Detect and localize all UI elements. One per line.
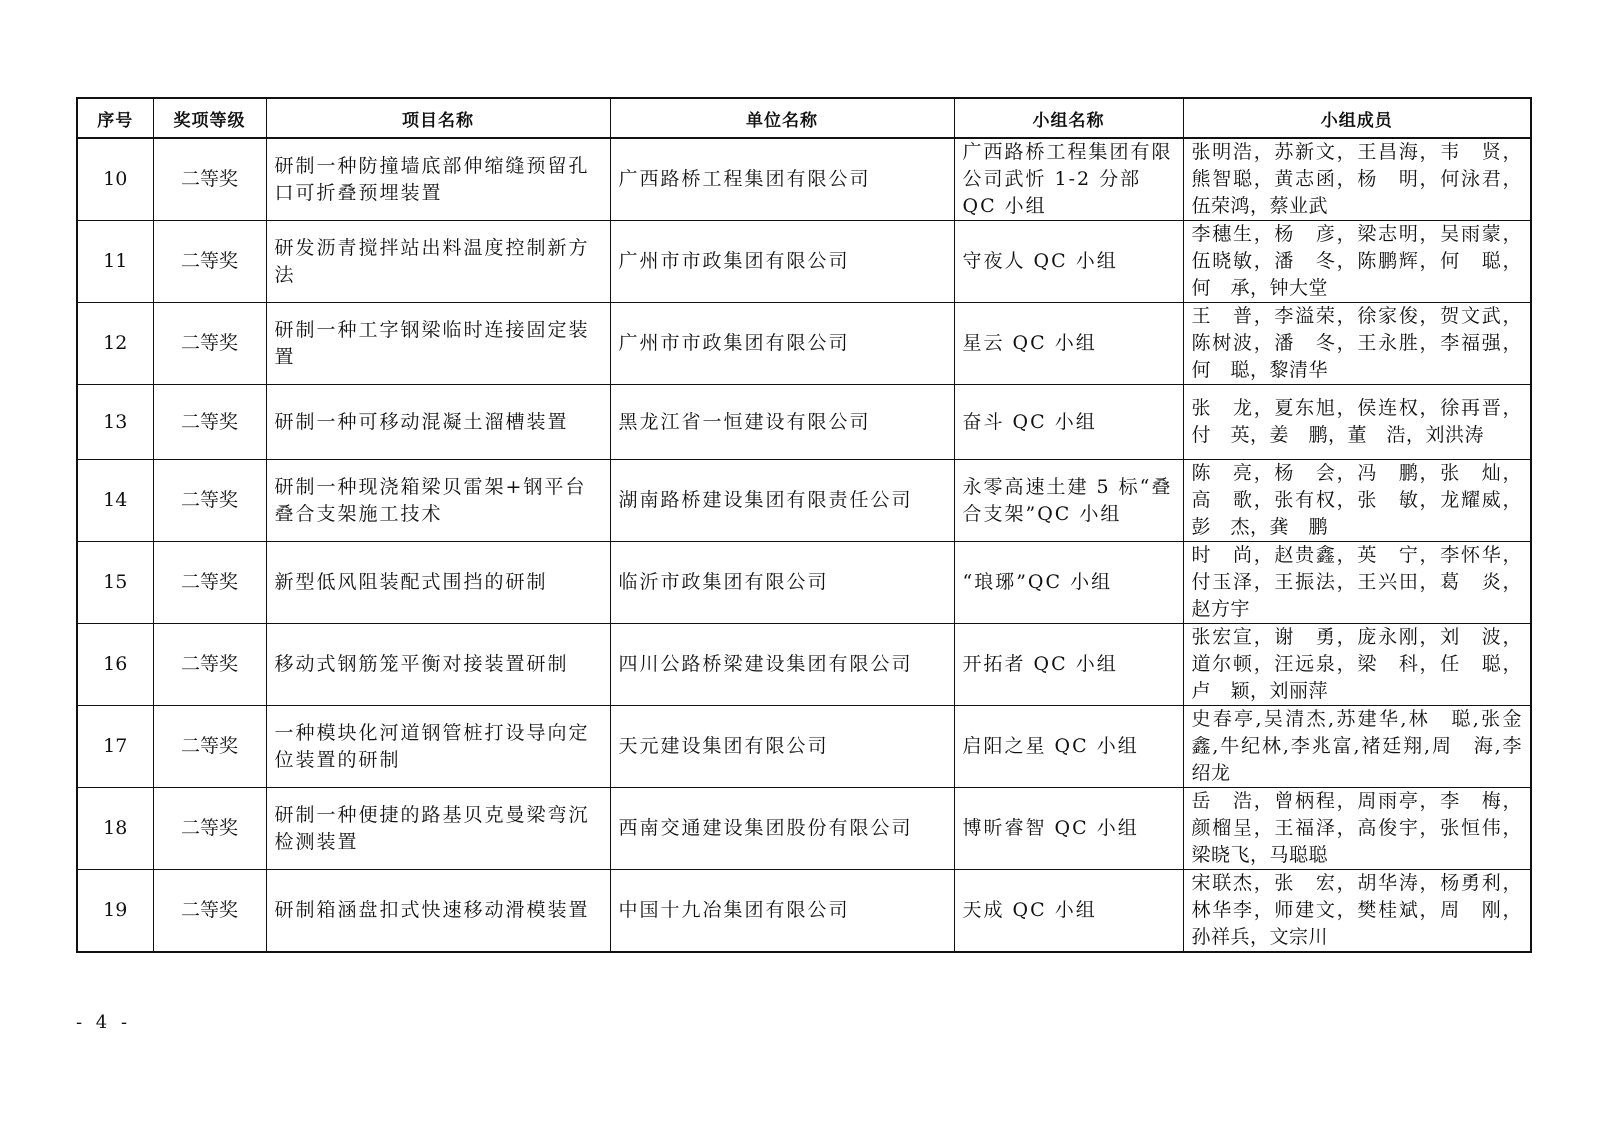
members-line: 陈 亮，杨 会，冯 鹏，张 灿，	[1191, 462, 1522, 484]
row-number: 11	[77, 221, 153, 303]
row-unit-name: 湖南路桥建设集团有限责任公司	[610, 460, 954, 542]
row-unit-name: 中国十九冶集团有限公司	[610, 870, 954, 953]
header-group: 小组名称	[954, 98, 1183, 138]
table-row	[77, 303, 1531, 385]
row-group-name: 开拓者 QC 小组	[954, 624, 1183, 706]
members-line: 林华李，师建文，樊桂斌，周 刚，	[1191, 899, 1522, 921]
table-row	[77, 870, 1531, 953]
row-members	[1183, 624, 1531, 706]
members-line: 绍龙	[1191, 762, 1231, 784]
members-line: 张宏宣，谢 勇，庞永刚，刘 波，	[1191, 626, 1522, 648]
members-line: 熊智聪，黄志函，杨 明，何泳君，	[1191, 168, 1522, 190]
row-award-level: 二等奖	[153, 303, 266, 385]
row-number: 15	[77, 542, 153, 624]
table-row	[77, 788, 1531, 870]
members-line: 颜榴呈，王福泽，高俊宇，张恒伟，	[1191, 817, 1522, 839]
members-line: 张明浩，苏新文，王昌海，韦 贤，	[1191, 141, 1522, 163]
members-line: 陈树波，潘 冬，王永胜，李福强，	[1191, 332, 1522, 354]
table-row	[77, 542, 1531, 624]
row-award-level: 二等奖	[153, 870, 266, 953]
table-row	[77, 385, 1531, 460]
row-unit-name: 四川公路桥梁建设集团有限公司	[610, 624, 954, 706]
table-row	[77, 460, 1531, 542]
table-row	[77, 221, 1531, 303]
header-num: 序号	[77, 98, 153, 138]
members-line: 何 聪，黎清华	[1191, 359, 1329, 381]
row-number: 10	[77, 138, 153, 221]
row-unit-name: 西南交通建设集团股份有限公司	[610, 788, 954, 870]
members-line: 高 歌，张有权，张 敏，龙耀威，	[1191, 489, 1522, 511]
members-line: 鑫,牛纪林,李兆富,褚廷翔,周 海,李	[1191, 735, 1522, 757]
table-row	[77, 138, 1531, 221]
members-line: 王 普，李溢荣，徐家俊，贺文武，	[1191, 305, 1522, 327]
row-unit-name: 黑龙江省一恒建设有限公司	[610, 385, 954, 460]
row-members	[1183, 460, 1531, 542]
members-line: 伍荣鸿，蔡业武	[1191, 195, 1329, 217]
row-project-name: 一种模块化河道钢管桩打设导向定位装置的研制	[266, 706, 610, 788]
row-group-name: 天成 QC 小组	[954, 870, 1183, 953]
row-project-name: 新型低风阻装配式围挡的研制	[266, 542, 610, 624]
row-award-level: 二等奖	[153, 706, 266, 788]
row-number: 16	[77, 624, 153, 706]
header-award: 奖项等级	[153, 98, 266, 138]
members-line: 时 尚，赵贵鑫，英 宁，李怀华，	[1191, 544, 1522, 566]
row-number: 19	[77, 870, 153, 953]
table-body	[77, 138, 1531, 952]
row-project-name: 移动式钢筋笼平衡对接装置研制	[266, 624, 610, 706]
row-members	[1183, 221, 1531, 303]
row-project-name: 研制箱涵盘扣式快速移动滑模装置	[266, 870, 610, 953]
members-line: 伍晓敏，潘 冬，陈鹏辉，何 聪，	[1191, 250, 1522, 272]
members-line: 何 承，钟大堂	[1191, 277, 1329, 299]
members-line: 岳 浩，曾柄程，周雨亭，李 梅，	[1191, 790, 1522, 812]
award-table	[76, 97, 1532, 953]
members-line: 史春亭,吴清杰,苏建华,林 聪,张金	[1191, 708, 1522, 730]
row-group-name: 永零高速土建 5 标“叠合支架”QC 小组	[954, 460, 1183, 542]
members-line: 付 英，姜 鹏，董 浩，刘洪涛	[1191, 424, 1485, 446]
row-number: 13	[77, 385, 153, 460]
row-unit-name: 广州市市政集团有限公司	[610, 221, 954, 303]
row-number: 17	[77, 706, 153, 788]
row-group-name: “琅琊”QC 小组	[954, 542, 1183, 624]
row-unit-name: 广西路桥工程集团有限公司	[610, 138, 954, 221]
row-award-level: 二等奖	[153, 788, 266, 870]
members-line: 彭 杰，龚 鹏	[1191, 516, 1329, 538]
row-project-name: 研制一种可移动混凝土溜槽装置	[266, 385, 610, 460]
members-line: 梁晓飞，马聪聪	[1191, 844, 1329, 866]
row-members	[1183, 788, 1531, 870]
row-award-level: 二等奖	[153, 542, 266, 624]
row-group-name: 守夜人 QC 小组	[954, 221, 1183, 303]
members-line: 赵方宇	[1191, 598, 1251, 620]
row-project-name: 研制一种工字钢梁临时连接固定装置	[266, 303, 610, 385]
members-line: 孙祥兵，文宗川	[1191, 926, 1329, 948]
row-members	[1183, 542, 1531, 624]
row-project-name: 研制一种便捷的路基贝克曼梁弯沉检测装置	[266, 788, 610, 870]
table-header-row	[77, 98, 1531, 138]
members-line: 宋联杰，张 宏，胡华涛，杨勇利，	[1191, 872, 1522, 894]
members-line: 付玉泽，王振法，王兴田，葛 炎，	[1191, 571, 1522, 593]
row-award-level: 二等奖	[153, 460, 266, 542]
members-line: 张 龙，夏东旭，侯连权，徐再晋，	[1191, 397, 1522, 419]
row-project-name: 研发沥青搅拌站出料温度控制新方法	[266, 221, 610, 303]
row-award-level: 二等奖	[153, 138, 266, 221]
header-project: 项目名称	[266, 98, 610, 138]
row-group-name: 博昕睿智 QC 小组	[954, 788, 1183, 870]
row-members	[1183, 385, 1531, 460]
table-row	[77, 706, 1531, 788]
row-group-name: 星云 QC 小组	[954, 303, 1183, 385]
page-number: - 4 -	[76, 1012, 132, 1033]
row-members	[1183, 706, 1531, 788]
row-members	[1183, 303, 1531, 385]
members-line: 李穗生，杨 彦，梁志明，吴雨蒙，	[1191, 223, 1522, 245]
row-members	[1183, 870, 1531, 953]
row-members	[1183, 138, 1531, 221]
row-project-name: 研制一种防撞墙底部伸缩缝预留孔口可折叠预埋装置	[266, 138, 610, 221]
row-award-level: 二等奖	[153, 624, 266, 706]
row-group-name: 广西路桥工程集团有限公司武忻 1-2 分部 QC 小组	[954, 138, 1183, 221]
members-line: 道尔顿，汪远泉，梁 科，任 聪，	[1191, 653, 1522, 675]
row-project-name: 研制一种现浇箱梁贝雷架+钢平台叠合支架施工技术	[266, 460, 610, 542]
members-line: 卢 颖，刘丽萍	[1191, 680, 1329, 702]
row-number: 12	[77, 303, 153, 385]
table-row	[77, 624, 1531, 706]
row-number: 18	[77, 788, 153, 870]
row-award-level: 二等奖	[153, 385, 266, 460]
row-group-name: 启阳之星 QC 小组	[954, 706, 1183, 788]
header-members: 小组成员	[1183, 98, 1531, 138]
header-unit: 单位名称	[610, 98, 954, 138]
row-number: 14	[77, 460, 153, 542]
row-unit-name: 天元建设集团有限公司	[610, 706, 954, 788]
row-unit-name: 广州市市政集团有限公司	[610, 303, 954, 385]
row-group-name: 奋斗 QC 小组	[954, 385, 1183, 460]
row-award-level: 二等奖	[153, 221, 266, 303]
row-unit-name: 临沂市政集团有限公司	[610, 542, 954, 624]
